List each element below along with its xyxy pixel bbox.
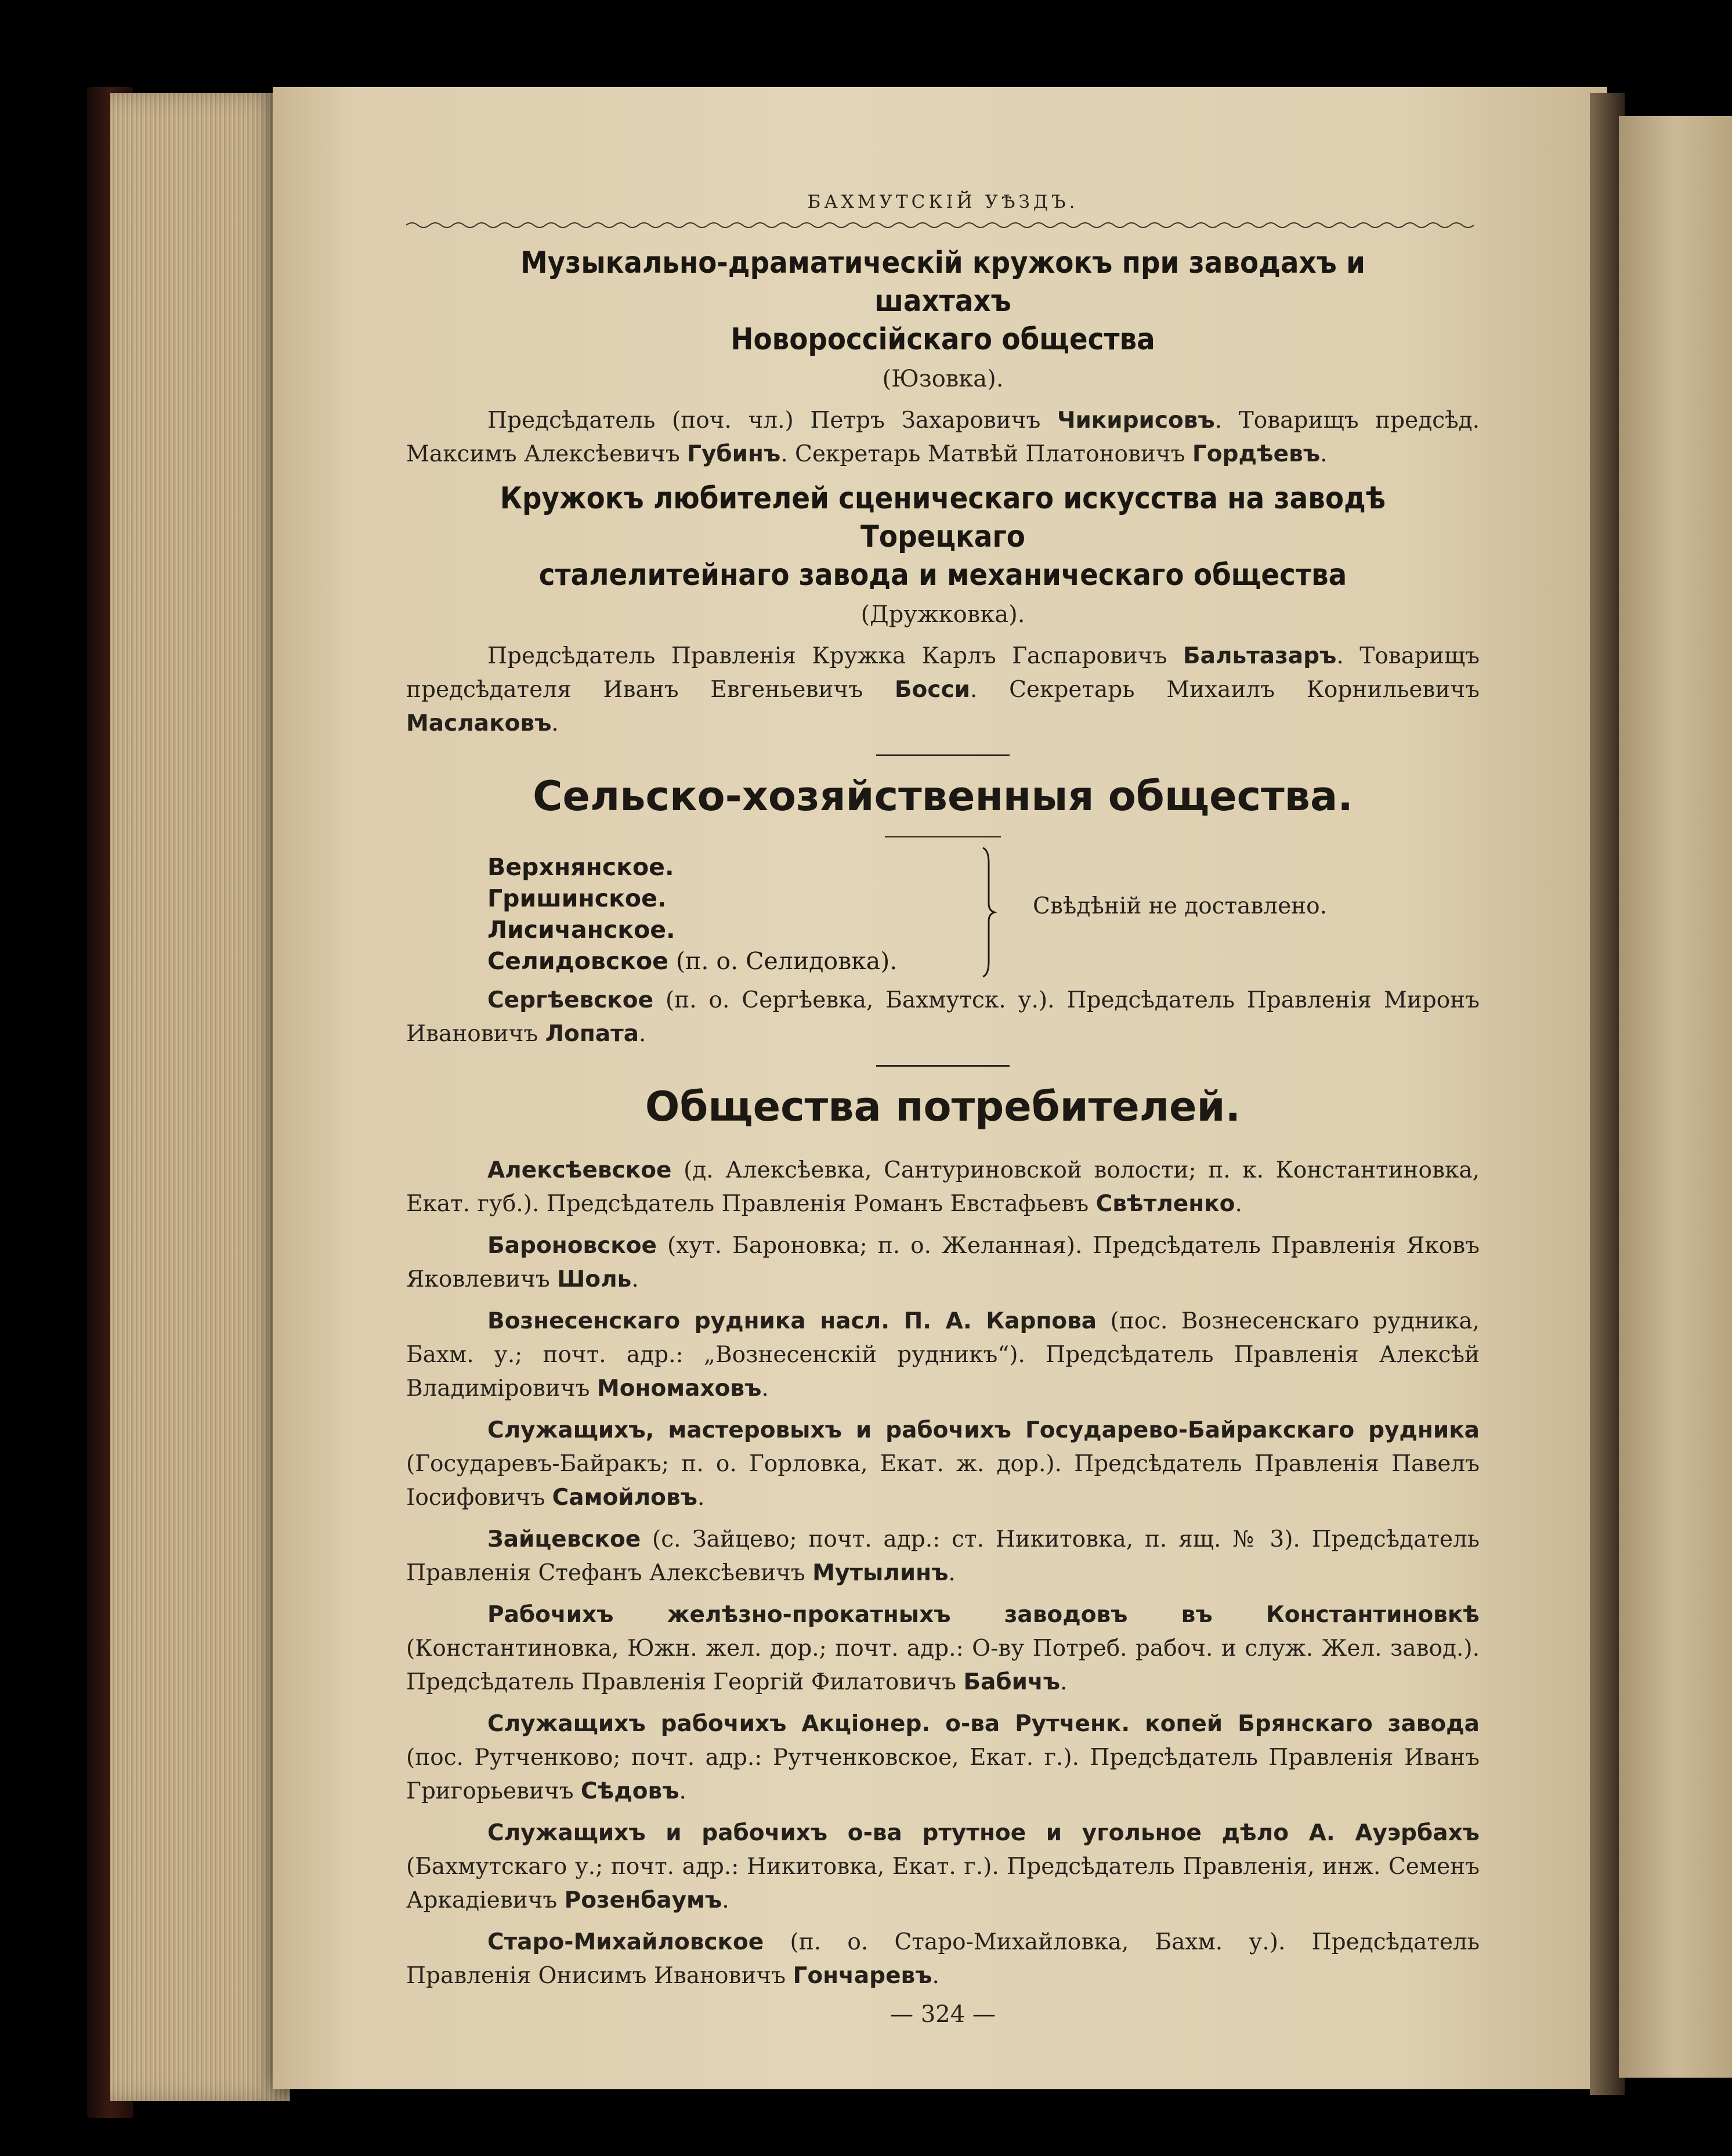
section1-place: (Юзовка).: [882, 366, 1004, 392]
agri-heading: Сельско-хозяйственныя общества.: [533, 772, 1353, 820]
consumer-name: Служащихъ и рабочихъ о-ва ртутное и угольное дѣло А. Ауэрбахъ: [487, 1820, 1480, 1846]
consumer-end: .: [1060, 1669, 1068, 1695]
consumer-name: Вознесенскаго рудника насл. П. А. Карпова: [487, 1308, 1097, 1334]
consumer-name: Служащихъ, мастеровыхъ и рабочихъ Государево-Байракскаго рудника: [487, 1417, 1480, 1443]
consumer-person: Мутылинъ: [812, 1560, 949, 1586]
consumer-list: [406, 1154, 1480, 1993]
consumer-entry: [406, 1305, 1480, 1406]
consumer-entry: [406, 1523, 1480, 1590]
agri-item-suffix: (п. о. Селидовка).: [676, 947, 898, 975]
agri-item: Лисичанское.: [487, 916, 675, 944]
section2-title: [460, 479, 1426, 594]
consumer-end: .: [948, 1560, 956, 1586]
consumer-name: Старо-Михайловское: [487, 1929, 764, 1955]
divider-rule: [876, 1065, 1010, 1067]
consumer-entry: [406, 1598, 1480, 1699]
consumer-text: (хут. Бароновка; п. о. Желанная). Предсѣдатель Правленія Яковъ Яковлевичъ: [406, 1233, 1480, 1292]
page-text: [406, 192, 1480, 2028]
consumer-entry: [406, 1154, 1480, 1221]
brace-note: Свѣдѣній не доставлено.: [1033, 893, 1328, 919]
section2-paragraph: [406, 640, 1480, 741]
section1-text-4: .: [1320, 441, 1328, 467]
consumer-person: Шоль: [557, 1266, 632, 1292]
consumer-end: .: [722, 1887, 729, 1913]
consumer-name: Бароновское: [487, 1233, 657, 1259]
consumer-end: .: [631, 1266, 639, 1292]
section1-name-3: Гордѣевъ: [1192, 441, 1321, 467]
agri-item-name: Селидовское: [487, 947, 668, 975]
page-number: — 324 —: [890, 2001, 996, 2028]
section2-text-4: .: [551, 710, 559, 736]
consumer-name: Зайцевское: [487, 1526, 641, 1552]
section2-text-1: Предсѣдатель Правленія Кружка Карлъ Гаспаровичъ: [487, 643, 1167, 669]
consumer-text: (пос. Вознесенскаго рудника, Бахм. у.; почт. адр.: „Вознесенскій рудникъ“). Предсѣдатель Правленія Алексѣй Владиміровичъ: [406, 1308, 1480, 1402]
section1-title-line2: Новороссійскаго общества: [731, 322, 1155, 357]
consumer-text: (пос. Рутченково; почт. адр.: Рутченковское, Екат. г.). Предсѣдатель Правленія Иванъ Григорьевичъ: [406, 1745, 1480, 1804]
spacer: [406, 1133, 1480, 1154]
consumer-end: .: [697, 1485, 705, 1511]
consumer-end: .: [932, 1963, 939, 1989]
divider-rule: [885, 836, 1001, 837]
section1-paragraph: [406, 404, 1480, 471]
section1-title: [460, 244, 1426, 359]
section2-name-1: Бальтазаръ: [1183, 643, 1337, 669]
agri-item: [487, 945, 897, 977]
consumer-text: (Бахмутскаго у.; почт. адр.: Никитовка, Екат. г.). Предсѣдатель Правленія, инж. Семенъ Аркадіевичъ: [406, 1854, 1480, 1913]
section1-name-2: Губинъ: [687, 441, 781, 467]
running-head: БАХМУТСКІЙ УѢЗДЪ.: [807, 192, 1079, 212]
wavy-rule: [406, 218, 1480, 232]
consumer-name: Алексѣевское: [487, 1157, 672, 1183]
consumer-person: Мономаховъ: [596, 1375, 762, 1402]
consumer-entry: [406, 1229, 1480, 1297]
consumer-person: Бабичъ: [963, 1669, 1060, 1695]
consumer-end: .: [679, 1778, 686, 1804]
section1-text-1: Предсѣдатель (поч. чл.) Петръ Захаровичъ: [487, 407, 1041, 434]
consumer-end: .: [761, 1375, 769, 1402]
consumer-text: (Константиновка, Южн. жел. дор.; почт. адр.: О-ву Потреб. рабоч. и служ. Жел. завод.). Предсѣдатель Правленія Георгій Филатовичъ: [406, 1635, 1480, 1695]
brace-icon: [981, 846, 998, 979]
section2-text-2: . Товарищъ предсѣдателя Иванъ Евгеньевичъ: [406, 643, 1480, 703]
sergeevskoe-paragraph: [406, 984, 1480, 1051]
section2-name-2: Босси: [894, 677, 970, 703]
consumer-entry: [406, 1414, 1480, 1515]
consumer-person: Самойловъ: [552, 1485, 697, 1511]
agri-item: Гришинское.: [487, 884, 667, 912]
divider-rule: [876, 754, 1010, 756]
consumer-name: Служащихъ рабочихъ Акціонер. о-ва Рутченк. копей Брянскаго завода: [487, 1711, 1480, 1737]
consumer-person: Гончаревъ: [793, 1963, 932, 1989]
section1-title-line1: Музыкально-драматическій кружокъ при заводахъ и шахтахъ: [520, 245, 1365, 319]
agri-brace-block: [406, 851, 1480, 979]
section2-place: (Дружковка).: [860, 601, 1025, 628]
sergeevskoe-text: (п. о. Сергѣевка, Бахмутск. у.). Предсѣдатель Правленія Миронъ Ивановичъ: [406, 987, 1480, 1047]
consumer-text: (Государевъ-Байракъ; п. о. Горловка, Екат. ж. дор.). Предсѣдатель Правленія Павелъ Іосифовичъ: [406, 1451, 1480, 1511]
section2-text-3: . Секретарь Михаилъ Корнильевичъ: [970, 677, 1480, 703]
section1-text-2: . Товарищъ предсѣд. Максимъ Алексѣевичъ: [406, 407, 1480, 467]
facing-page-edge: [1619, 116, 1732, 2078]
consumers-heading: Общества потребителей.: [645, 1083, 1241, 1131]
agri-item: Верхнянское.: [487, 853, 674, 881]
section2-name-3: Маслаковъ: [406, 710, 552, 736]
consumer-person: Свѣтленко: [1095, 1191, 1235, 1217]
consumer-person: Сѣдовъ: [580, 1778, 679, 1804]
section1-text-3: . Секретарь Матвѣй Платоновичъ: [780, 441, 1185, 467]
consumer-entry: [406, 1926, 1480, 1993]
sergeevskoe-name: Сергѣевское: [487, 987, 654, 1013]
consumer-text: (с. Зайцево; почт. адр.: ст. Никитовка, п. ящ. № 3). Предсѣдатель Правленія Стефанъ Алексѣевичъ: [406, 1526, 1480, 1586]
sergeevskoe-end: .: [639, 1021, 646, 1047]
section2-title-line1: Кружокъ любителей сценическаго искусства на заводѣ Торецкаго: [500, 481, 1386, 554]
consumer-end: .: [1235, 1191, 1242, 1217]
page-edges: [110, 93, 290, 2101]
agri-list: [487, 851, 897, 977]
consumer-entry: [406, 1707, 1480, 1808]
section2-title-line2: сталелитейнаго завода и механическаго общества: [538, 558, 1347, 593]
consumer-person: Розенбаумъ: [564, 1887, 722, 1913]
consumer-text: (д. Алексѣевка, Сантуриновской волости; п. к. Константиновка, Екат. губ.). Предсѣдатель Правленія Романъ Евстафьевъ: [406, 1157, 1480, 1217]
sergeevskoe-person: Лопата: [545, 1021, 639, 1047]
consumer-entry: [406, 1816, 1480, 1917]
consumer-name: Рабочихъ желѣзно-прокатныхъ заводовъ въ Константиновкѣ: [487, 1602, 1480, 1628]
consumer-text: (п. о. Старо-Михайловка, Бахм. у.). Предсѣдатель Правленія Онисимъ Ивановичъ: [406, 1929, 1480, 1989]
section1-name-1: Чикирисовъ: [1057, 407, 1215, 434]
